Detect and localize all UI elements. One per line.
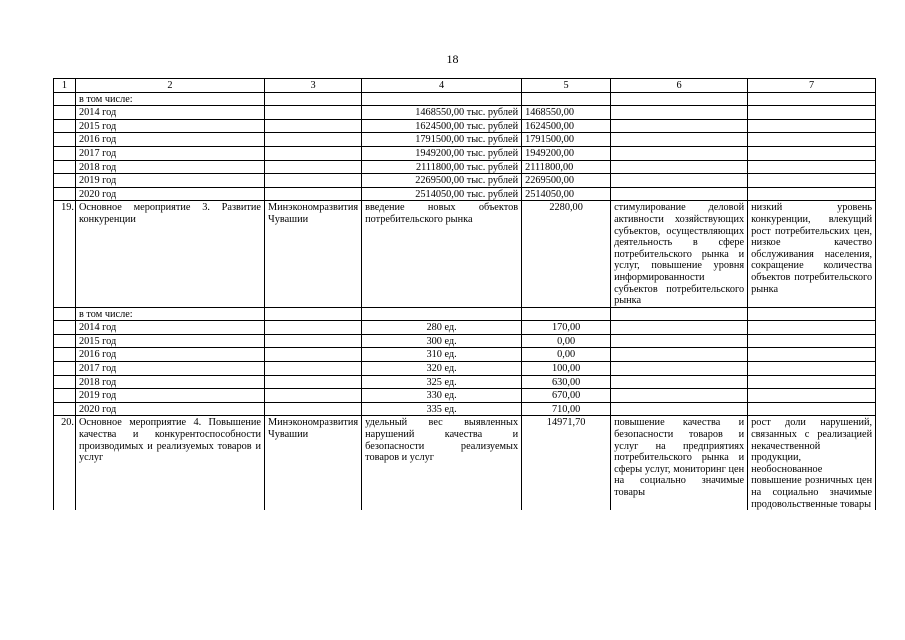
year-row	[54, 362, 876, 376]
amount-cell: 1949200,00	[522, 146, 611, 160]
header-col-5: 5	[522, 79, 611, 93]
amount-cell: 2280,00	[522, 201, 611, 307]
header-col-3: 3	[265, 79, 362, 93]
year-row	[54, 146, 876, 160]
header-row	[54, 79, 876, 93]
year-cell: 2016 год	[76, 348, 265, 362]
indicator-cell: 325 ед.	[362, 375, 522, 389]
year-row	[54, 389, 876, 403]
amount-cell: 630,00	[522, 375, 611, 389]
indicator-cell: 1468550,00 тыс. рублей	[362, 106, 522, 120]
year-row	[54, 375, 876, 389]
indicator-cell: 330 ед.	[362, 389, 522, 403]
year-cell: 2017 год	[76, 362, 265, 376]
amount-cell: 0,00	[522, 334, 611, 348]
executor: Минэкономразвития Чувашии	[265, 416, 362, 510]
amount-cell: 2111800,00	[522, 160, 611, 174]
year-row	[54, 348, 876, 362]
indicator-description: удельный вес выявленных нарушений качества и безопасности реализуемых товаров и услуг	[362, 416, 522, 510]
amount-cell: 170,00	[522, 321, 611, 335]
indicator-cell: 2514050,00 тыс. рублей	[362, 187, 522, 201]
year-cell: 2019 год	[76, 174, 265, 188]
indicator-cell: 2111800,00 тыс. рублей	[362, 160, 522, 174]
year-cell: 2020 год	[76, 402, 265, 416]
amount-cell: 670,00	[522, 389, 611, 403]
indicator-cell: 300 ед.	[362, 334, 522, 348]
amount-cell: 0,00	[522, 348, 611, 362]
indicator-cell: 335 ед.	[362, 402, 522, 416]
measures-table	[53, 78, 876, 510]
expected-result: стимулирование деловой активности хозяйствующих субъектов, осуществляющих деятельность в сфере потребительского рынка и услуг, повышение уровня информированности субъектов потребительского рынка	[611, 201, 748, 307]
amount-cell: 2514050,00	[522, 187, 611, 201]
amount-cell: 1624500,00	[522, 119, 611, 133]
indicator-cell: 1624500,00 тыс. рублей	[362, 119, 522, 133]
indicator-cell: 320 ед.	[362, 362, 522, 376]
year-row	[54, 402, 876, 416]
measure-name: Основное мероприятие 4. Повышение качества и конкурентоспособности производимых и реализуемых товаров и услуг	[76, 416, 265, 510]
executor: Минэкономразвития Чувашии	[265, 201, 362, 307]
year-cell: 2015 год	[76, 334, 265, 348]
expected-result: повышение качества и безопасности товаров и услуг на предприятиях потребительского рынка и сферы услуг, мониторинг цен на социально значимые товары	[611, 416, 748, 510]
year-cell: 2018 год	[76, 375, 265, 389]
including-label: в том числе:	[76, 92, 265, 106]
including-row	[54, 307, 876, 321]
year-row	[54, 187, 876, 201]
amount-cell: 100,00	[522, 362, 611, 376]
amount-cell: 2269500,00	[522, 174, 611, 188]
page-number: 18	[446, 52, 459, 66]
header-col-2: 2	[76, 79, 265, 93]
indicator-cell: 310 ед.	[362, 348, 522, 362]
measure-row-20	[54, 416, 876, 510]
consequences: рост доли нарушений, связанных с реализацией некачественной продукции, необоснованное повышение розничных цен на социально значимые продовольственные товары	[748, 416, 876, 510]
year-cell: 2018 год	[76, 160, 265, 174]
year-row	[54, 106, 876, 120]
year-cell: 2020 год	[76, 187, 265, 201]
amount-cell: 1468550,00	[522, 106, 611, 120]
amount-cell: 710,00	[522, 402, 611, 416]
amount-cell: 1791500,00	[522, 133, 611, 147]
row-number: 19.	[54, 201, 76, 307]
year-row	[54, 174, 876, 188]
year-cell: 2014 год	[76, 106, 265, 120]
year-row	[54, 160, 876, 174]
amount-cell: 14971,70	[522, 416, 611, 510]
indicator-cell: 280 ед.	[362, 321, 522, 335]
header-col-4: 4	[362, 79, 522, 93]
year-cell: 2015 год	[76, 119, 265, 133]
year-cell: 2019 год	[76, 389, 265, 403]
year-row	[54, 119, 876, 133]
indicator-cell: 1791500,00 тыс. рублей	[362, 133, 522, 147]
header-col-1: 1	[54, 79, 76, 93]
consequences: низкий уровень конкуренции, влекущий рост потребительских цен, низкое качество обслуживания населения, сокращение количества объектов потребительского рынка	[748, 201, 876, 307]
header-col-7: 7	[748, 79, 876, 93]
including-row	[54, 92, 876, 106]
header-col-6: 6	[611, 79, 748, 93]
year-row	[54, 321, 876, 335]
indicator-cell: 2269500,00 тыс. рублей	[362, 174, 522, 188]
measure-row-19	[54, 201, 876, 307]
year-cell: 2014 год	[76, 321, 265, 335]
including-label: в том числе:	[76, 307, 265, 321]
year-cell: 2017 год	[76, 146, 265, 160]
year-row	[54, 133, 876, 147]
indicator-description: введение новых объектов потребительского рынка	[362, 201, 522, 307]
row-number: 20.	[54, 416, 76, 510]
year-cell: 2016 год	[76, 133, 265, 147]
year-row	[54, 334, 876, 348]
indicator-cell: 1949200,00 тыс. рублей	[362, 146, 522, 160]
measure-name: Основное мероприятие 3. Развитие конкуренции	[76, 201, 265, 307]
